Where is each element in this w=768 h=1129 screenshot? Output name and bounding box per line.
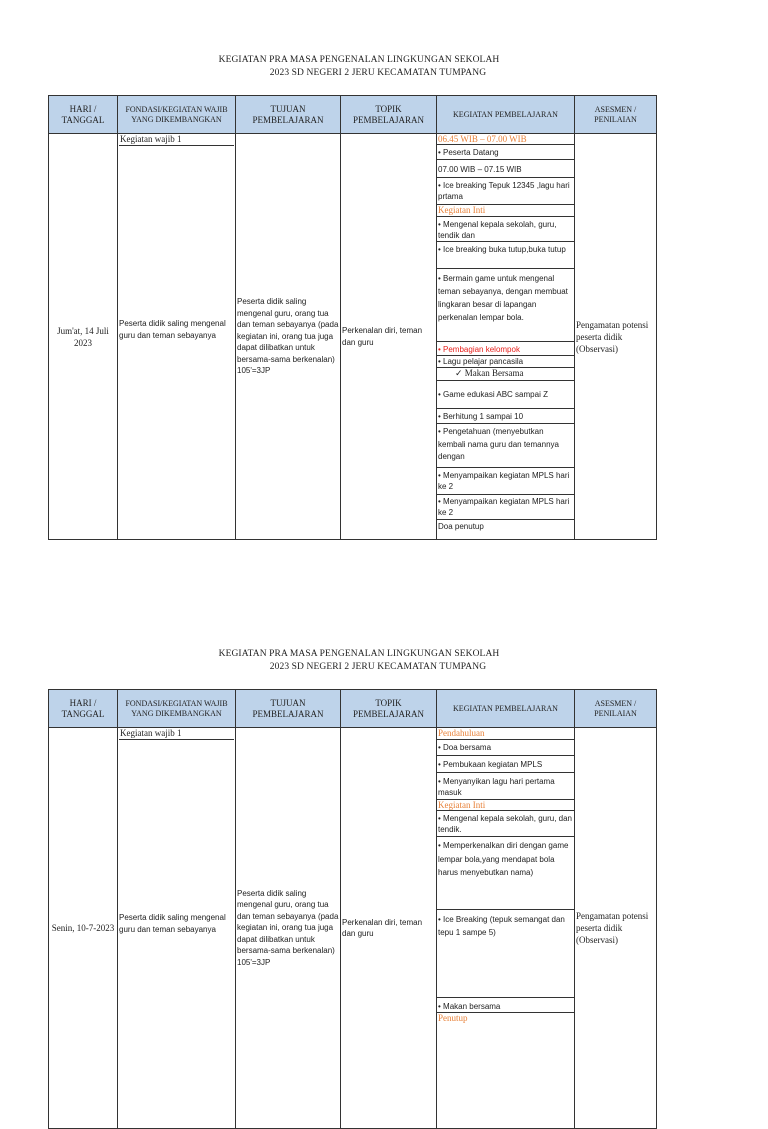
- header-hari: HARI / TANGGAL: [49, 690, 118, 728]
- kegiatan-item: Kegiatan Inti: [437, 800, 574, 811]
- kegiatan-item: • Memperkenalkan diri dengan game lempar bola,yang mendapat bola harus menyebutkan nama): [437, 837, 574, 910]
- activity-table-2: [48, 689, 657, 1129]
- cell-asesmen: Pengamatan potensi peserta didik (Observasi): [575, 728, 657, 1129]
- document-title: [48, 648, 656, 674]
- kegiatan-item: • Doa bersama: [437, 740, 574, 756]
- kegiatan-item: • Menyampaikan kegiatan MPLS hari ke 2: [437, 495, 574, 520]
- header-asesmen: ASESMEN / PENILAIAN: [575, 96, 657, 134]
- kegiatan-item: • Menyanyikan lagu hari pertama masuk: [437, 773, 574, 800]
- page-section-2: [48, 648, 656, 1023]
- kegiatan-item: • Peserta Datang: [437, 145, 574, 160]
- title-line-1: KEGIATAN PRA MASA PENGENALAN LINGKUNGAN SEKOLAH: [218, 55, 500, 65]
- header-fondasi: FONDASI/KEGIATAN WAJIB YANG DIKEMBANGKAN: [118, 690, 236, 728]
- title-line-1: KEGIATAN PRA MASA PENGENALAN LINGKUNGAN SEKOLAH: [218, 649, 500, 659]
- header-kegiatan: KEGIATAN PEMBELAJARAN: [437, 96, 575, 134]
- cell-hari: Senin, 10-7-2023: [49, 728, 118, 1129]
- kegiatan-item: • Ice breaking Tepuk 12345 ,lagu hari prtama: [437, 178, 574, 205]
- header-topik: TOPIK PEMBELAJARAN: [341, 96, 437, 134]
- kegiatan-item: • Berhitung 1 sampai 10: [437, 409, 574, 424]
- kegiatan-item: Pendahuluan: [437, 728, 574, 740]
- document-title: [48, 54, 656, 80]
- kegiatan-item: Kegiatan Inti: [437, 205, 574, 217]
- header-tujuan: TUJUAN PEMBELAJARAN: [236, 96, 341, 134]
- cell-tujuan: Peserta didik saling mengenal guru, orang tua dan teman sebayanya (pada kegiatan ini, orang tua juga dapat dilibatkan untuk bersama-sama berkenalan) 105'=3JP: [236, 728, 341, 1129]
- title-line-2: 2023 SD NEGERI 2 JERU KECAMATAN TUMPANG: [269, 662, 487, 672]
- cell-hari: Jum'at, 14 Juli 2023: [49, 134, 118, 540]
- kegiatan-item: • Game edukasi ABC sampai Z: [437, 381, 574, 409]
- kegiatan-item: • Ice breaking buka tutup,buka tutup: [437, 242, 574, 269]
- kegiatan-wajib-label: Kegiatan wajib 1: [119, 728, 234, 740]
- cell-kegiatan: [437, 134, 575, 540]
- kegiatan-item: • Pengetahuan (menyebutkan kembali nama guru dan temannya dengan: [437, 424, 574, 468]
- kegiatan-item: • Mengenal kepala sekolah, guru, tendik dan: [437, 217, 574, 242]
- kegiatan-item: • Bermain game untuk mengenal teman sebayanya, dengan membuat lingkaran besar di lapangan perkenalan lempar bola.: [437, 269, 574, 342]
- kegiatan-item: • Lagu pelajar pancasila: [437, 356, 574, 368]
- cell-fondasi: [118, 728, 236, 1129]
- title-line-2: 2023 SD NEGERI 2 JERU KECAMATAN TUMPANG: [269, 68, 487, 78]
- header-tujuan: TUJUAN PEMBELAJARAN: [236, 690, 341, 728]
- cell-tujuan: Peserta didik saling mengenal guru, orang tua dan teman sebayanya (pada kegiatan ini, orang tua juga dapat dilibatkan untuk bersama-sama berkenalan) 105'=3JP: [236, 134, 341, 540]
- fondasi-text: Peserta didik saling mengenal guru dan teman sebayanya: [119, 319, 226, 340]
- header-hari: HARI / TANGGAL: [49, 96, 118, 134]
- kegiatan-item: • Pembagian kelompok: [437, 342, 574, 356]
- kegiatan-item: • Mengenal kepala sekolah, guru, dan tendik.: [437, 811, 574, 837]
- kegiatan-item: 07.00 WIB – 07.15 WIB: [437, 160, 574, 178]
- fondasi-text: Peserta didik saling mengenal guru dan teman sebayanya: [119, 913, 226, 934]
- kegiatan-item: Penutup: [438, 1013, 468, 1023]
- cell-asesmen: Pengamatan potensi peserta didik (Observasi): [575, 134, 657, 540]
- kegiatan-item: • Ice Breaking (tepuk semangat dan tepu 1 sampe 5): [437, 910, 574, 998]
- kegiatan-item: ✓ Makan Bersama: [437, 368, 574, 381]
- cell-fondasi: [118, 134, 236, 540]
- header-asesmen: ASESMEN / PENILAIAN: [575, 690, 657, 728]
- cell-topik: Perkenalan diri, teman dan guru: [341, 134, 437, 540]
- page-section-1: [48, 54, 656, 531]
- header-topik: TOPIK PEMBELAJARAN: [341, 690, 437, 728]
- kegiatan-item: • Menyampaikan kegiatan MPLS hari ke 2: [437, 468, 574, 495]
- cell-kegiatan: [437, 728, 575, 1129]
- kegiatan-item: Doa penutup: [438, 522, 484, 531]
- kegiatan-item: • Makan bersama: [437, 998, 574, 1013]
- header-fondasi: FONDASI/KEGIATAN WAJIB YANG DIKEMBANGKAN: [118, 96, 236, 134]
- activity-table-1: [48, 95, 657, 540]
- header-kegiatan: KEGIATAN PEMBELAJARAN: [437, 690, 575, 728]
- cell-topik: Perkenalan diri, teman dan guru: [341, 728, 437, 1129]
- kegiatan-item: 06.45 WIB – 07.00 WIB: [437, 134, 574, 145]
- kegiatan-wajib-label: Kegiatan wajib 1: [119, 134, 234, 146]
- kegiatan-item: • Pembukaan kegiatan MPLS: [437, 756, 574, 773]
